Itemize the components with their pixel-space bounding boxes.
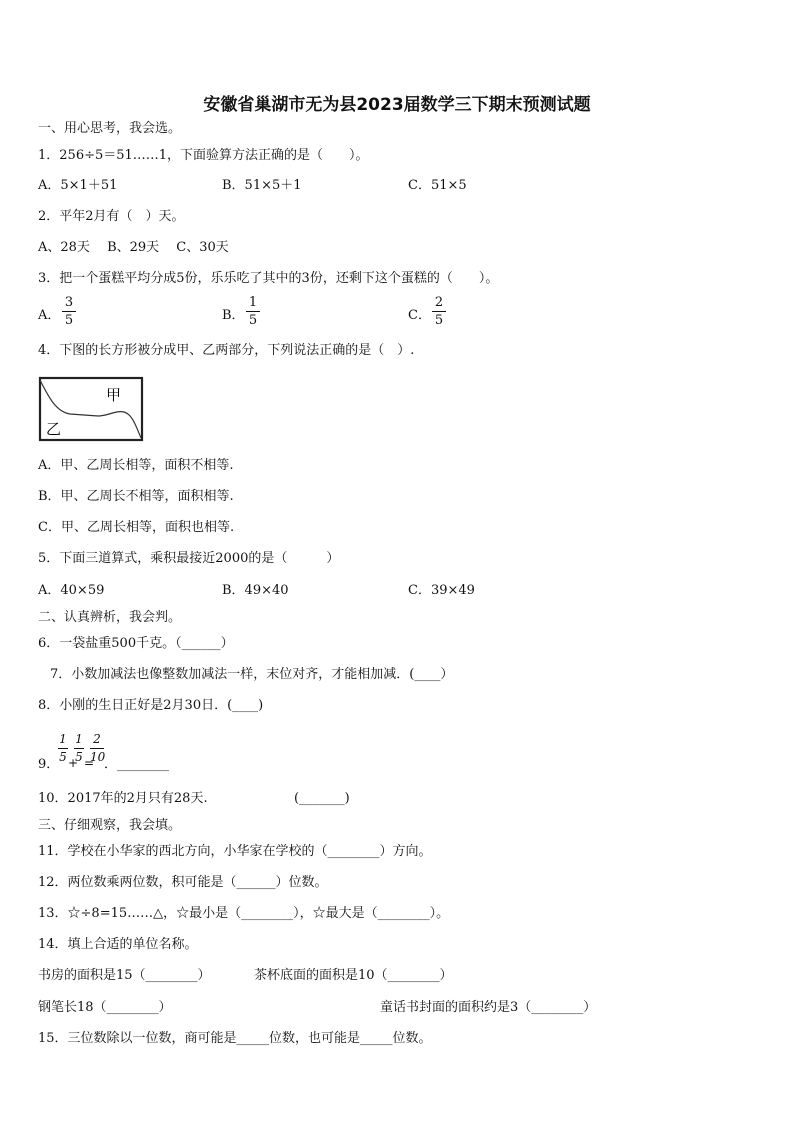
figure-label-yi: 乙: [46, 420, 62, 438]
q3-option-c: C．: [408, 308, 431, 323]
q5-option-c: C．39×49: [408, 583, 475, 598]
q5-option-b: B．49×40: [222, 583, 289, 598]
page-title: 安徽省巢湖市无为县2023届数学三下期末预测试题: [203, 95, 591, 115]
q1-option-b: B．51×5＋1: [222, 178, 302, 193]
question-2: 2．平年2月有（ ）天。: [38, 209, 185, 224]
q3-fraction-b: 1 5: [246, 295, 260, 328]
q1-option-c: C．51×5: [408, 178, 467, 193]
q5-option-a: A．40×59: [38, 583, 105, 598]
q4-rectangle-figure: [38, 376, 144, 442]
q4-option-b: B．甲、乙周长不相等，面积相等.: [38, 489, 234, 504]
q9-fraction-2: 1 5: [75, 732, 83, 764]
q9-plus: +: [68, 756, 79, 770]
q1-option-a: A．5×1＋51: [38, 178, 118, 193]
q3-option-b: B．: [222, 308, 245, 323]
section-3-heading: 三、仔细观察，我会填。: [38, 818, 182, 833]
question-1: 1．256÷5＝51……1，下面验算方法正确的是（ ）。: [38, 148, 369, 163]
question-7: 7．小数加减法也像整数加减法一样，末位对齐，才能相加减．(____）: [50, 667, 454, 682]
q4-option-c: C．甲、乙周长相等，面积也相等.: [38, 520, 235, 535]
q2-options: A、28天 B、29天 C、30天: [38, 240, 229, 255]
q9-equals: =: [84, 756, 95, 770]
q3-fraction-a: 3 5: [62, 295, 76, 328]
question-12: 12．两位数乘两位数，积可能是（______）位数。: [38, 875, 328, 890]
section-2-heading: 二、认真辨析，我会判。: [38, 610, 182, 625]
question-10-blank: (_______): [294, 791, 350, 806]
q4-option-a: A．甲、乙周长相等，面积不相等.: [38, 458, 234, 473]
q3-fraction-c: 2 5: [432, 295, 446, 328]
q14-item-c: 钢笔长18（________）: [38, 1000, 172, 1015]
question-14: 14．填上合适的单位名称。: [38, 937, 198, 952]
q14-item-b: 茶杯底面的面积是10（________）: [254, 968, 453, 983]
q14-item-d: 童话书封面的面积约是3（________）: [380, 1000, 597, 1015]
question-13: 13．☆÷8=15……△，☆最小是（________），☆最大是（________）。: [38, 906, 450, 921]
figure-label-jia: 甲: [106, 386, 122, 404]
section-1-heading: 一、用心思考，我会选。: [38, 121, 182, 136]
question-5: 5．下面三道算式，乘积最接近2000的是（ ）: [38, 551, 340, 566]
question-10: 10．2017年的2月只有28天.: [38, 791, 208, 806]
question-4: 4．下图的长方形被分成甲、乙两部分，下列说法正确的是（ ）.: [38, 343, 415, 358]
q9-fraction-1: 1 5: [59, 732, 67, 764]
question-9-blank: ．________: [104, 757, 170, 772]
q14-item-a: 书房的面积是15（________）: [38, 968, 211, 983]
question-15: 15．三位数除以一位数，商可能是_____位数，也可能是_____位数。: [38, 1031, 432, 1046]
q9-fraction-3: 2 10: [90, 732, 106, 764]
question-8: 8．小刚的生日正好是2月30日．(____): [38, 698, 264, 713]
q3-option-a: A．: [38, 308, 61, 323]
question-3: 3．把一个蛋糕平均分成5份，乐乐吃了其中的3份，还剩下这个蛋糕的（ ）。: [38, 271, 499, 286]
question-11: 11．学校在小华家的西北方向，小华家在学校的（________）方向。: [38, 844, 432, 859]
question-9-number: 9．: [38, 757, 60, 772]
question-6: 6．一袋盐重500千克。（______）: [38, 636, 234, 651]
